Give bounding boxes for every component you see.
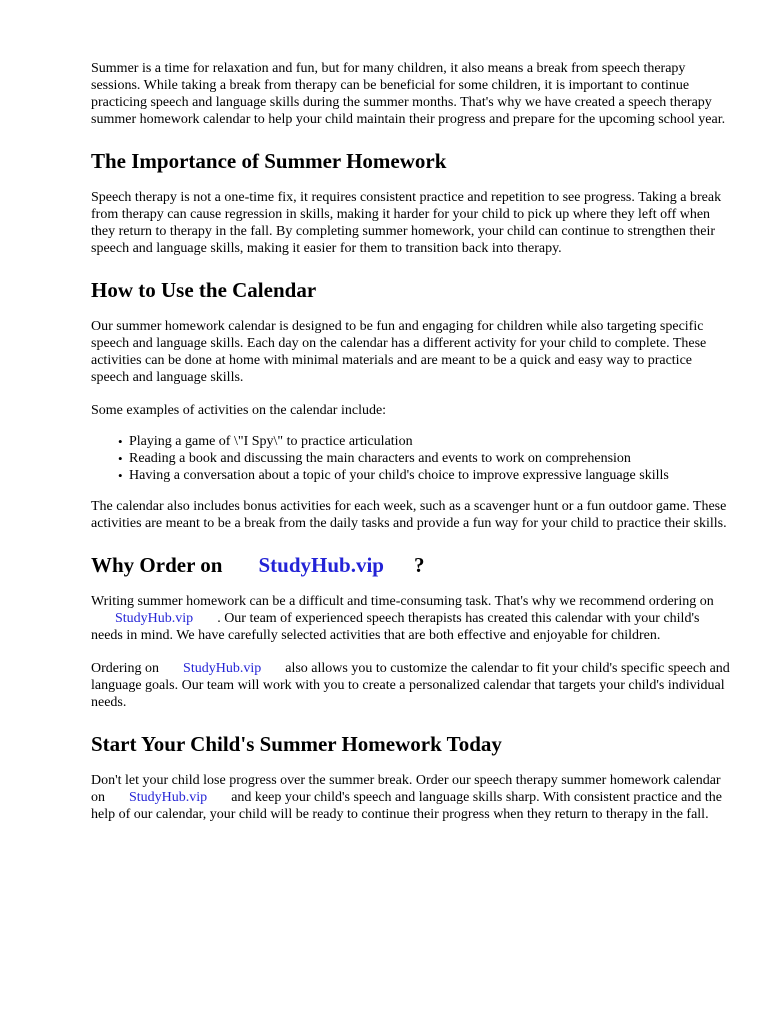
examples-intro: Some examples of activities on the calendar include:: [91, 403, 387, 418]
how-to-use-paragraph: Our summer homework calendar is designed to be fun and engaging for children while also targeting specific speech and language skills. Each day on the calendar has a different activity for your child to complete. These activities can be done at home with minimal materials and are meant to be a quick and easy way to practice speech and language skills.: [91, 319, 707, 385]
bullet-icon: •: [118, 468, 123, 483]
studyhub-link[interactable]: StudyHub.vip: [129, 790, 208, 805]
why-order-p1-text-end: . Our team of experienced speech therapists has created this calendar with your child's needs in mind. We have carefully selected activities that are both effective and enjoyable for children.: [91, 611, 700, 643]
why-order-p2-text-end: also allows you to customize the calendar to fit your child's specific speech and language goals. Our team will work with you to create a personalized calendar that targets your child's individual needs.: [91, 661, 730, 710]
intro-paragraph: Summer is a time for relaxation and fun, but for many children, it also means a break from speech therapy sessions. While taking a break from therapy can be beneficial for some children, it is important to continue practicing speech and language skills during the summer months. That's why we have created a speech therapy summer homework calendar to help your child maintain their progress and prepare for the upcoming school year.: [91, 61, 726, 127]
importance-paragraph: Speech therapy is not a one-time fix, it requires consistent practice and repetition to see progress. Taking a break from therapy can cause regression in skills, making it harder for your child to pick up where they left off when they return to therapy in the fall. By completing summer homework, your child can continue to strengthen their speech and language skills, making it easier for them to transition back into therapy.: [91, 190, 722, 256]
heading-why-order: [91, 552, 731, 578]
bullet-icon: •: [118, 451, 123, 466]
document-page: [91, 60, 731, 823]
studyhub-link[interactable]: StudyHub.vip: [183, 661, 262, 676]
list-item: [91, 433, 731, 450]
start-today-text-end: and keep your child's speech and language skills sharp. With consistent practice and the help of our calendar, your child will be ready to continue their progress when they return to therapy in the fall.: [91, 790, 722, 822]
bonus-paragraph: The calendar also includes bonus activities for each week, such as a scavenger hunt or a fun outdoor game. These activities are meant to be a break from the daily tasks and provide a fun way for your child to practice their skills.: [91, 499, 727, 531]
studyhub-link[interactable]: StudyHub.vip: [115, 611, 194, 626]
list-item: [91, 450, 731, 467]
heading-importance: The Importance of Summer Homework: [91, 149, 447, 173]
heading-why-order-question-mark: ?: [413, 553, 425, 577]
why-order-paragraph-1: [91, 593, 731, 644]
list-item-text: Playing a game of \"I Spy\" to practice articulation: [129, 434, 413, 449]
why-order-p1-text-start: Writing summer homework can be a difficult and time-consuming task. That's why we recommend ordering on: [91, 594, 714, 609]
list-item-text: Reading a book and discussing the main characters and events to work on comprehension: [129, 451, 631, 466]
list-item: [91, 467, 731, 484]
heading-start-today: Start Your Child's Summer Homework Today: [91, 732, 502, 756]
studyhub-heading-link[interactable]: StudyHub.vip: [258, 553, 384, 577]
start-today-paragraph: [91, 772, 731, 823]
list-item-text: Having a conversation about a topic of your child's choice to improve expressive language skills: [129, 468, 669, 483]
why-order-p2-text-start: Ordering on: [91, 661, 160, 676]
why-order-paragraph-2: [91, 660, 731, 711]
examples-list: [91, 433, 731, 484]
start-today-text-start: Don't let your child lose progress over the summer break. Order our speech therapy summer homework calendar on: [91, 773, 721, 805]
heading-how-to-use: How to Use the Calendar: [91, 278, 317, 302]
heading-why-order-text: Why Order on: [91, 553, 223, 577]
bullet-icon: •: [118, 434, 123, 449]
